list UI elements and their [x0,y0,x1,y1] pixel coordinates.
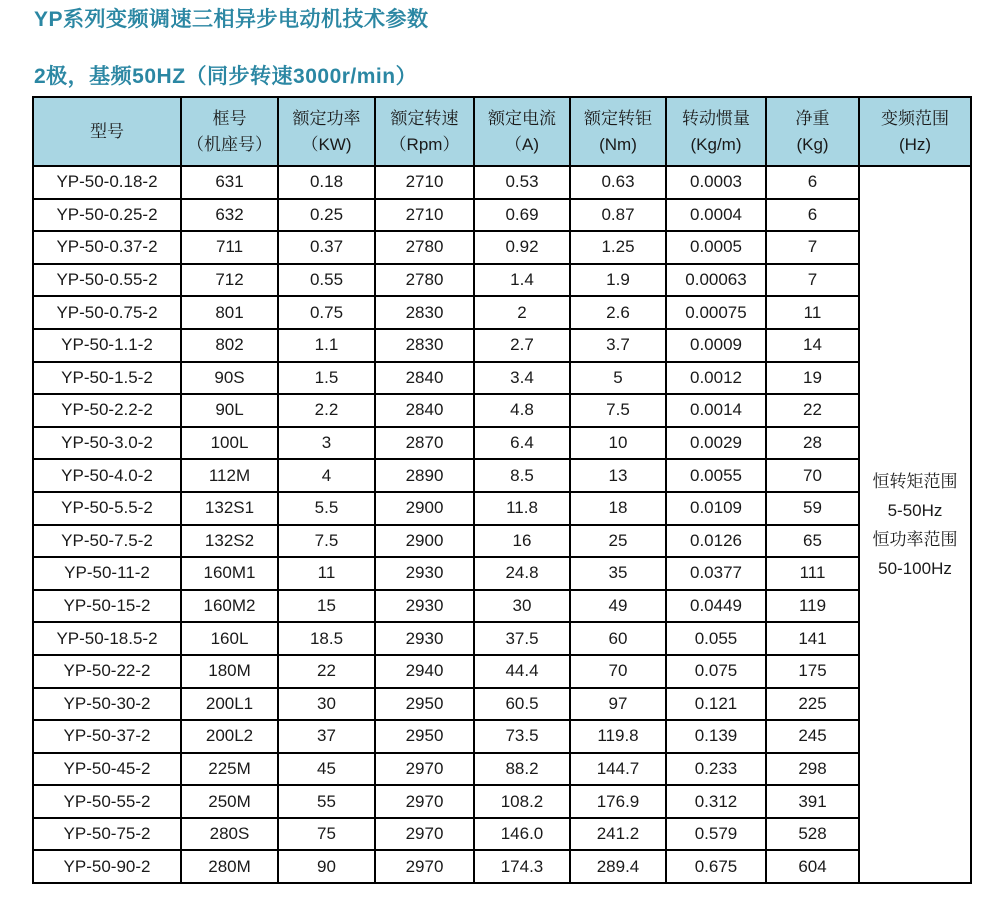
value-cell: 2970 [375,753,474,786]
value-cell: 37 [278,720,375,753]
value-cell: 200L2 [181,720,278,753]
col-header-net-weight [766,97,859,166]
value-cell: 144.7 [570,753,666,786]
freq-range-line: 恒转矩范围 [872,471,958,491]
value-cell: 225M [181,753,278,786]
model-cell: YP-50-22-2 [33,655,181,688]
value-cell: 2970 [375,785,474,818]
value-cell: 712 [181,264,278,297]
value-cell: 2840 [375,362,474,395]
value-cell: 2830 [375,329,474,362]
value-cell: 280S [181,818,278,851]
model-cell: YP-50-0.18-2 [33,166,181,199]
table-row [33,720,971,753]
value-cell: 13 [570,459,666,492]
value-cell: 280M [181,850,278,883]
value-cell: 0.055 [666,622,766,655]
value-cell: 25 [570,525,666,558]
value-cell: 0.233 [666,753,766,786]
table-row [33,459,971,492]
value-cell: 14 [766,329,859,362]
value-cell: 391 [766,785,859,818]
value-cell: 1.4 [474,264,570,297]
col-header-inertia [666,97,766,166]
table-row [33,688,971,721]
header-row [33,97,971,166]
model-cell: YP-50-45-2 [33,753,181,786]
value-cell: 11 [278,557,375,590]
value-cell: 2.2 [278,394,375,427]
value-cell: 2780 [375,264,474,297]
value-cell: 100L [181,427,278,460]
value-cell: 11 [766,296,859,329]
value-cell: 45 [278,753,375,786]
model-cell: YP-50-30-2 [33,688,181,721]
value-cell: 59 [766,492,859,525]
value-cell: 2930 [375,590,474,623]
col-header-rated-torque [570,97,666,166]
value-cell: 0.0009 [666,329,766,362]
value-cell: 90S [181,362,278,395]
value-cell: 49 [570,590,666,623]
col-header-rated-speed [375,97,474,166]
value-cell: 0.0377 [666,557,766,590]
table-row [33,296,971,329]
value-cell: 11.8 [474,492,570,525]
table-header [33,97,971,166]
value-cell: 0.0012 [666,362,766,395]
table-row [33,753,971,786]
col-header-unit: （KW) [301,134,352,154]
value-cell: 28 [766,427,859,460]
value-cell: 108.2 [474,785,570,818]
value-cell: 22 [766,394,859,427]
table-row [33,264,971,297]
value-cell: 2930 [375,557,474,590]
value-cell: 90L [181,394,278,427]
value-cell: 176.9 [570,785,666,818]
value-cell: 2710 [375,199,474,232]
value-cell: 631 [181,166,278,199]
table-row [33,785,971,818]
value-cell: 5.5 [278,492,375,525]
value-cell: 18 [570,492,666,525]
page-title: YP系列变频调速三相异步电动机技术参数 [34,8,429,31]
freq-range-line: 5-50Hz [887,500,943,520]
value-cell: 2900 [375,525,474,558]
value-cell: 0.00063 [666,264,766,297]
table-row [33,850,971,883]
value-cell: 90 [278,850,375,883]
value-cell: 18.5 [278,622,375,655]
model-cell: YP-50-0.75-2 [33,296,181,329]
value-cell: 604 [766,850,859,883]
freq-range-line: 恒功率范围 [872,529,958,549]
value-cell: 3 [278,427,375,460]
value-cell: 241.2 [570,818,666,851]
value-cell: 22 [278,655,375,688]
value-cell: 70 [570,655,666,688]
section-subtitle: 2极，基频50HZ（同步转速3000r/min） [34,65,418,88]
value-cell: 2830 [375,296,474,329]
table-row [33,622,971,655]
value-cell: 0.0055 [666,459,766,492]
value-cell: 30 [278,688,375,721]
table-row [33,492,971,525]
table-row [33,525,971,558]
col-header-unit: （A) [505,134,539,154]
value-cell: 132S2 [181,525,278,558]
table-row [33,329,971,362]
value-cell: 60.5 [474,688,570,721]
value-cell: 0.75 [278,296,375,329]
value-cell: 0.18 [278,166,375,199]
model-cell: YP-50-0.55-2 [33,264,181,297]
model-cell: YP-50-2.2-2 [33,394,181,427]
value-cell: 60 [570,622,666,655]
value-cell: 0.37 [278,231,375,264]
value-cell: 289.4 [570,850,666,883]
value-cell: 10 [570,427,666,460]
col-header-label: 额定功率 [292,108,361,128]
value-cell: 1.9 [570,264,666,297]
table-row [33,362,971,395]
model-cell: YP-50-18.5-2 [33,622,181,655]
value-cell: 1.1 [278,329,375,362]
value-cell: 2900 [375,492,474,525]
table-row [33,394,971,427]
table-row [33,818,971,851]
value-cell: 0.0449 [666,590,766,623]
model-cell: YP-50-15-2 [33,590,181,623]
freq-range-cell [859,166,971,883]
model-cell: YP-50-11-2 [33,557,181,590]
value-cell: 225 [766,688,859,721]
value-cell: 0.0004 [666,199,766,232]
value-cell: 7 [766,264,859,297]
value-cell: 0.312 [666,785,766,818]
value-cell: 73.5 [474,720,570,753]
col-header-label: 转动惯量 [682,108,750,128]
col-header-label: 净重 [795,108,830,128]
value-cell: 2950 [375,720,474,753]
model-cell: YP-50-37-2 [33,720,181,753]
value-cell: 298 [766,753,859,786]
model-cell: YP-50-90-2 [33,850,181,883]
model-cell: YP-50-0.25-2 [33,199,181,232]
col-header-unit: (Kg) [796,134,829,154]
value-cell: 4 [278,459,375,492]
value-cell: 0.0014 [666,394,766,427]
value-cell: 97 [570,688,666,721]
model-cell: YP-50-4.0-2 [33,459,181,492]
value-cell: 119.8 [570,720,666,753]
col-header-freq-range [859,97,971,166]
value-cell: 0.63 [570,166,666,199]
model-cell: YP-50-7.5-2 [33,525,181,558]
value-cell: 0.87 [570,199,666,232]
value-cell: 4.8 [474,394,570,427]
value-cell: 0.579 [666,818,766,851]
value-cell: 37.5 [474,622,570,655]
table-row [33,557,971,590]
value-cell: 112M [181,459,278,492]
value-cell: 0.0005 [666,231,766,264]
value-cell: 0.121 [666,688,766,721]
value-cell: 70 [766,459,859,492]
model-cell: YP-50-3.0-2 [33,427,181,460]
value-cell: 250M [181,785,278,818]
table-body [33,166,971,883]
value-cell: 0.0003 [666,166,766,199]
value-cell: 30 [474,590,570,623]
col-header-rated-current [474,97,570,166]
value-cell: 160M1 [181,557,278,590]
value-cell: 180M [181,655,278,688]
value-cell: 160L [181,622,278,655]
value-cell: 19 [766,362,859,395]
value-cell: 2.7 [474,329,570,362]
col-header-unit: (Nm) [599,134,637,154]
value-cell: 65 [766,525,859,558]
model-cell: YP-50-55-2 [33,785,181,818]
value-cell: 141 [766,622,859,655]
col-header-label: 框号 [212,108,247,128]
value-cell: 2 [474,296,570,329]
value-cell: 2950 [375,688,474,721]
value-cell: 119 [766,590,859,623]
table-row [33,427,971,460]
model-cell: YP-50-1.1-2 [33,329,181,362]
table-row [33,590,971,623]
value-cell: 35 [570,557,666,590]
value-cell: 15 [278,590,375,623]
col-header-label: 型号 [90,121,124,141]
value-cell: 801 [181,296,278,329]
value-cell: 8.5 [474,459,570,492]
value-cell: 0.55 [278,264,375,297]
value-cell: 2970 [375,818,474,851]
value-cell: 2780 [375,231,474,264]
value-cell: 24.8 [474,557,570,590]
value-cell: 7.5 [278,525,375,558]
value-cell: 711 [181,231,278,264]
model-cell: YP-50-5.5-2 [33,492,181,525]
table-row [33,655,971,688]
value-cell: 7.5 [570,394,666,427]
value-cell: 132S1 [181,492,278,525]
col-header-rated-power [278,97,375,166]
value-cell: 6 [766,199,859,232]
value-cell: 632 [181,199,278,232]
value-cell: 528 [766,818,859,851]
value-cell: 88.2 [474,753,570,786]
value-cell: 0.139 [666,720,766,753]
value-cell: 146.0 [474,818,570,851]
model-cell: YP-50-1.5-2 [33,362,181,395]
value-cell: 0.92 [474,231,570,264]
value-cell: 2870 [375,427,474,460]
value-cell: 6.4 [474,427,570,460]
value-cell: 802 [181,329,278,362]
value-cell: 2840 [375,394,474,427]
value-cell: 0.075 [666,655,766,688]
table-row [33,199,971,232]
value-cell: 2890 [375,459,474,492]
value-cell: 3.7 [570,329,666,362]
value-cell: 0.0109 [666,492,766,525]
spec-table [32,96,972,884]
value-cell: 0.00075 [666,296,766,329]
value-cell: 2930 [375,622,474,655]
value-cell: 44.4 [474,655,570,688]
value-cell: 111 [766,557,859,590]
value-cell: 174.3 [474,850,570,883]
value-cell: 245 [766,720,859,753]
value-cell: 75 [278,818,375,851]
value-cell: 55 [278,785,375,818]
value-cell: 2940 [375,655,474,688]
value-cell: 0.25 [278,199,375,232]
value-cell: 160M2 [181,590,278,623]
value-cell: 0.675 [666,850,766,883]
value-cell: 0.53 [474,166,570,199]
col-header-frame [181,97,278,166]
value-cell: 7 [766,231,859,264]
col-header-unit: (Hz) [898,134,932,154]
value-cell: 0.69 [474,199,570,232]
col-header-unit: (Kg/m) [690,134,742,154]
col-header-label: 额定转速 [390,108,459,128]
value-cell: 1.25 [570,231,666,264]
value-cell: 2710 [375,166,474,199]
value-cell: 1.5 [278,362,375,395]
value-cell: 200L1 [181,688,278,721]
col-header-unit: （Rpm） [389,134,460,154]
value-cell: 3.4 [474,362,570,395]
model-cell: YP-50-75-2 [33,818,181,851]
col-header-model [33,97,181,166]
value-cell: 5 [570,362,666,395]
table-row [33,166,971,199]
value-cell: 16 [474,525,570,558]
col-header-label: 额定转钜 [584,108,652,128]
value-cell: 0.0126 [666,525,766,558]
value-cell: 6 [766,166,859,199]
value-cell: 2.6 [570,296,666,329]
col-header-label: 变频范围 [881,108,949,128]
table-row [33,231,971,264]
value-cell: 2970 [375,850,474,883]
col-header-unit: （机座号） [187,134,272,154]
col-header-label: 额定电流 [488,108,556,128]
value-cell: 175 [766,655,859,688]
freq-range-line: 50-100Hz [878,558,952,578]
value-cell: 0.0029 [666,427,766,460]
model-cell: YP-50-0.37-2 [33,231,181,264]
